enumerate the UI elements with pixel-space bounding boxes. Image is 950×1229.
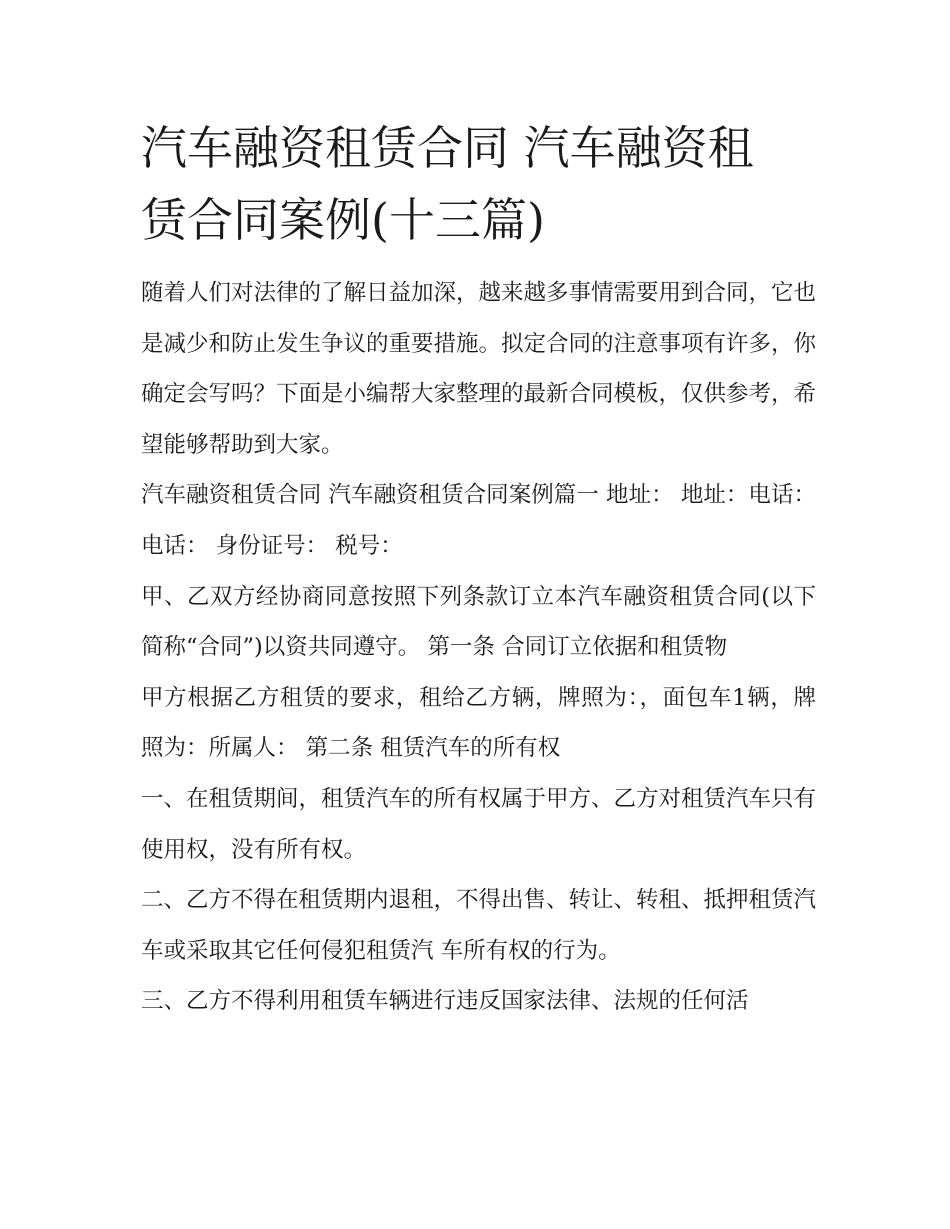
paragraph-clause-2: 二、乙方不得在租赁期内退租，不得出售、转让、转租、抵押租赁汽车或采取其它任何侵犯租赁汽 车所有权的行为。	[141, 887, 817, 964]
paragraph-intro: 随着人们对法律的了解日益加深，越来越多事情需要用到合同，它也是减少和防止发生争议的重要措施。拟定合同的注意事项有许多，你确定会写吗？下面是小编帮大家整理的最新合同模板，仅供参考，希望能够帮助到大家。	[141, 280, 817, 458]
paragraph-parties-info: 汽车融资租赁合同 汽车融资租赁合同案例篇一 地址： 地址：电话： 电话： 身份证号： 税号：	[141, 482, 816, 559]
paragraph-lease-object: 甲方根据乙方租赁的要求，租给乙方辆，牌照为：，面包车1辆，牌照为：所属人： 第二条 租赁汽车的所有权	[141, 684, 816, 762]
paragraph-agreement: 甲、乙双方经协商同意按照下列条款订立本汽车融资租赁合同(以下简称“合同”)以资共同遵守。 第一条 合同订立依据和租赁物	[141, 583, 816, 661]
document-title	[141, 112, 816, 256]
title-line-1: 汽车融资租赁合同 汽车融资租	[141, 121, 754, 175]
document-page	[141, 112, 816, 1027]
paragraph-clause-3: 三、乙方不得利用租赁车辆进行违反国家法律、法规的任何活	[141, 988, 749, 1015]
paragraph-clause-1: 一、在租赁期间，租赁汽车的所有权属于甲方、乙方对租赁汽车只有使用权，没有所有权。	[141, 785, 817, 863]
title-line-2: 赁合同案例(十三篇)	[141, 193, 545, 247]
